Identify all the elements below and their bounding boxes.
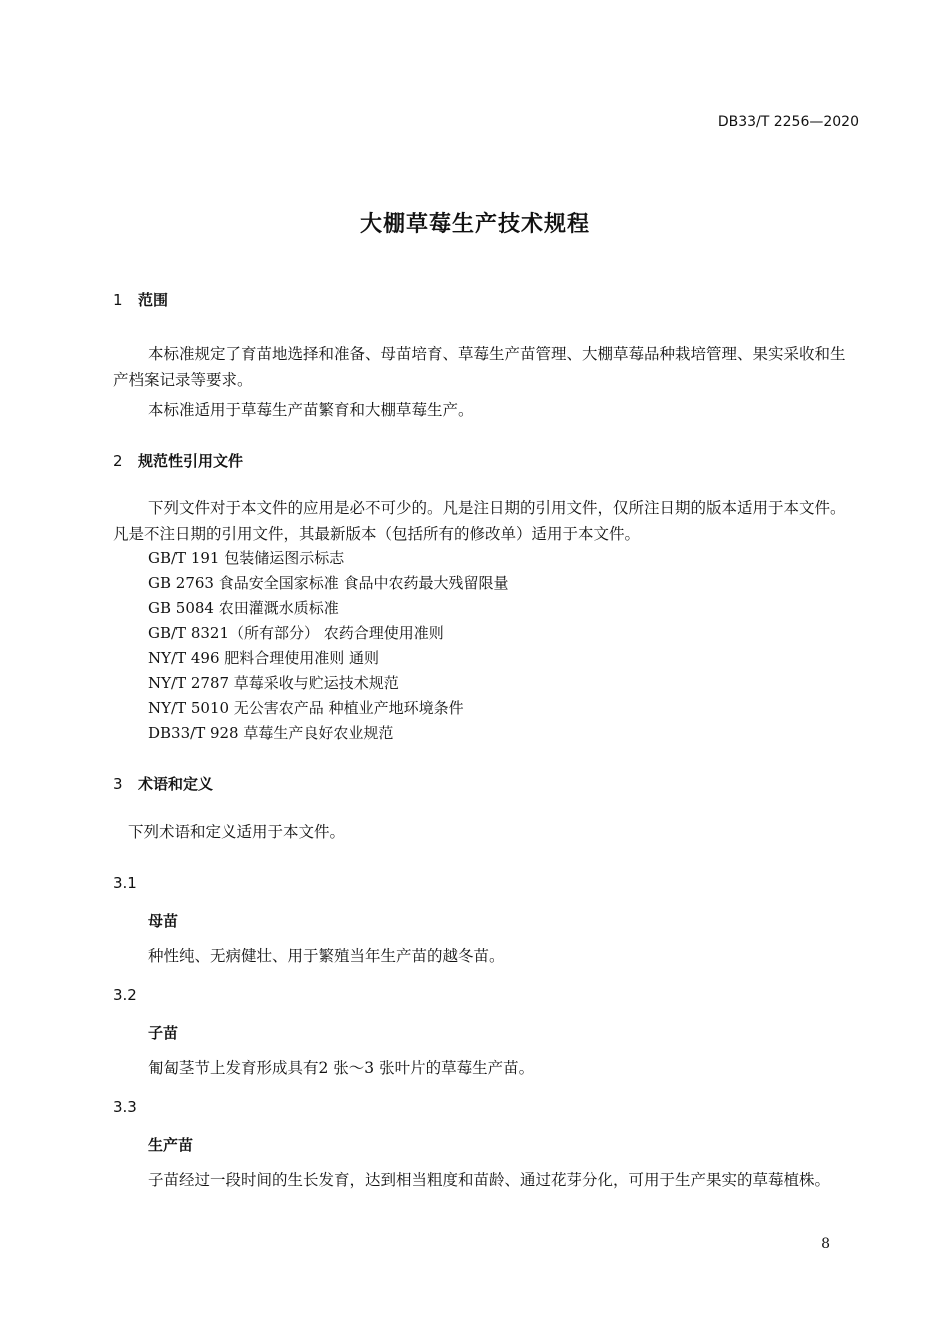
reference-item: GB/T 8321（所有部分） 农药合理使用准则 — [148, 624, 444, 642]
term-number: 3.2 — [113, 986, 137, 1004]
section-3-heading — [113, 773, 213, 794]
section-number: 1 — [113, 291, 123, 309]
term-definition: 子苗经过一段时间的生长发育，达到相当粗度和苗龄、通过花芽分化，可用于生产果实的草莓植株。 — [148, 1171, 831, 1189]
section-3-intro: 下列术语和定义适用于本文件。 — [128, 823, 346, 841]
page-number: 8 — [821, 1236, 830, 1252]
section-2-heading — [113, 450, 243, 471]
term-name: 生产苗 — [148, 1136, 194, 1154]
reference-item: GB/T 191 包装储运图示标志 — [148, 549, 345, 567]
reference-item: NY/T 2787 草莓采收与贮运技术规范 — [148, 674, 399, 692]
section-1-heading — [113, 289, 168, 310]
section-2-intro: 下列文件对于本文件的应用是必不可少的。凡是注日期的引用文件，仅所注日期的版本适用于本文件。凡是不注日期的引用文件，其最新版本（包括所有的修改单）适用于本文件。 — [113, 499, 846, 543]
section-title: 范围 — [138, 291, 169, 309]
reference-item: GB 5084 农田灌溉水质标准 — [148, 599, 339, 617]
term-number: 3.1 — [113, 874, 137, 892]
term-number: 3.3 — [113, 1098, 137, 1116]
section-1-paragraph: 本标准适用于草莓生产苗繁育和大棚草莓生产。 — [148, 401, 474, 419]
term-name: 母苗 — [148, 912, 179, 930]
document-title: 大棚草莓生产技术规程 — [359, 212, 590, 237]
reference-item: GB 2763 食品安全国家标准 食品中农药最大残留限量 — [148, 574, 509, 592]
term-definition: 种性纯、无病健壮、用于繁殖当年生产苗的越冬苗。 — [148, 947, 505, 965]
term-name: 子苗 — [148, 1024, 179, 1042]
reference-item: DB33/T 928 草莓生产良好农业规范 — [148, 724, 394, 742]
reference-item: NY/T 5010 无公害农产品 种植业产地环境条件 — [148, 699, 464, 717]
term-definition: 匍匐茎节上发育形成具有2 张～3 张叶片的草莓生产苗。 — [148, 1059, 535, 1077]
document-number: DB33/T 2256—2020 — [717, 114, 859, 130]
section-1-paragraph: 本标准规定了育苗地选择和准备、母苗培育、草莓生产苗管理、大棚草莓品种栽培管理、果实采收和生产档案记录等要求。 — [113, 345, 846, 389]
section-title: 术语和定义 — [138, 775, 214, 793]
reference-item: NY/T 496 肥料合理使用准则 通则 — [148, 649, 380, 667]
section-number: 2 — [113, 452, 123, 470]
section-number: 3 — [113, 775, 123, 793]
section-title: 规范性引用文件 — [138, 452, 244, 470]
